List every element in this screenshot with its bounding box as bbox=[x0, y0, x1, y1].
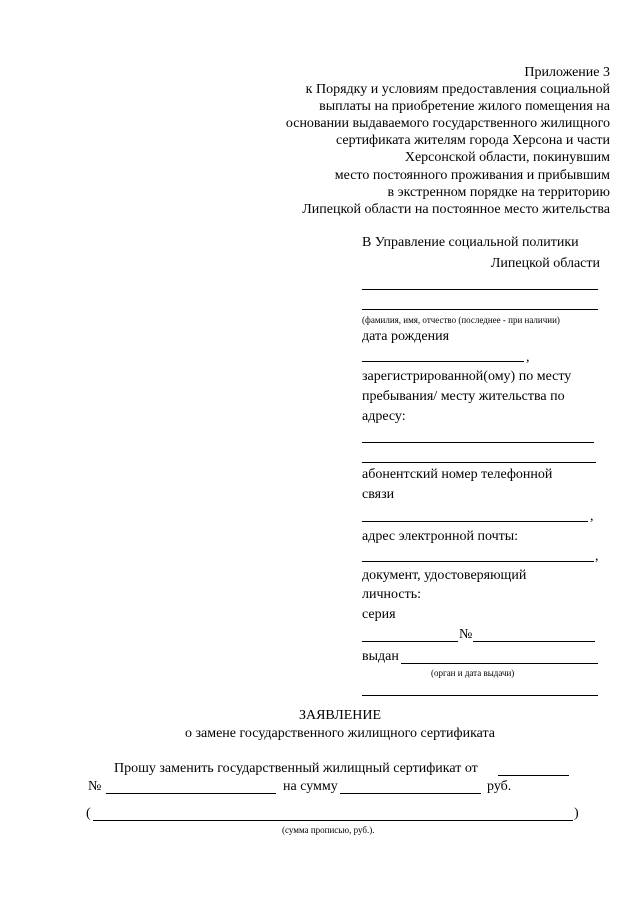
phone-comma: , bbox=[590, 509, 594, 524]
phone-label-2: связи bbox=[362, 487, 395, 502]
series-label: серия bbox=[362, 607, 396, 622]
annex-line: в экстренном порядке на территорию bbox=[387, 184, 610, 200]
annex-line: Липецкой области на постоянное место жительства bbox=[302, 201, 610, 217]
certificate-number-field[interactable] bbox=[106, 793, 276, 794]
currency-label: руб. bbox=[487, 779, 512, 794]
annex-line: выплаты на приобретение жилого помещения на bbox=[319, 99, 610, 115]
sum-words-field[interactable] bbox=[93, 820, 573, 821]
annex-line: Приложение 3 bbox=[524, 65, 610, 80]
issued-field[interactable] bbox=[401, 663, 598, 664]
sum-field[interactable] bbox=[340, 793, 481, 794]
statement-title: ЗАЯВЛЕНИЕ bbox=[298, 708, 382, 723]
fio-field-line-2[interactable] bbox=[362, 309, 598, 310]
statement-subtitle: о замене государственного жилищного сертификата bbox=[184, 726, 496, 741]
addressee-line-2: Липецкой области bbox=[490, 256, 600, 271]
fio-hint: (фамилия, имя, отчество (последнее - при наличии) bbox=[362, 315, 560, 325]
annex-line: Херсонской области, покинувшим bbox=[404, 150, 610, 166]
certificate-date-field[interactable] bbox=[498, 775, 569, 776]
id-doc-label-1: документ, удостоверяющий bbox=[362, 568, 527, 583]
id-doc-label-2: личность: bbox=[362, 587, 421, 602]
doc-number-sign: № bbox=[459, 627, 473, 642]
fio-field-line-1[interactable] bbox=[362, 289, 598, 290]
birth-date-comma: , bbox=[526, 350, 530, 365]
issued-field-line-2[interactable] bbox=[362, 695, 598, 696]
address-field-line-1[interactable] bbox=[362, 442, 594, 443]
annex-line: место постоянного проживания и прибывшим bbox=[334, 167, 610, 183]
phone-label-1: абонентский номер телефонной bbox=[362, 467, 553, 482]
sum-words-open-paren: ( bbox=[86, 806, 91, 821]
annex-line: к Порядку и условиям предоставления социальной bbox=[305, 82, 610, 98]
phone-field[interactable] bbox=[362, 521, 588, 522]
issued-hint: (орган и дата выдачи) bbox=[431, 668, 515, 678]
addressee-line-1: В Управление социальной политики bbox=[362, 235, 579, 250]
email-comma: , bbox=[595, 549, 599, 564]
statement-body-line: Прошу заменить государственный жилищный сертификат от bbox=[114, 761, 478, 776]
issued-label: выдан bbox=[362, 649, 399, 664]
annex-line: сертификата жителям города Херсона и части bbox=[336, 133, 610, 149]
certificate-number-sign: № bbox=[88, 779, 102, 794]
registration-label-2: пребывания/ месту жительства по bbox=[362, 389, 565, 404]
annex-header bbox=[286, 64, 610, 218]
doc-number-field[interactable] bbox=[473, 641, 595, 642]
registration-label-3: адресу: bbox=[362, 409, 406, 424]
birth-date-label: дата рождения bbox=[362, 329, 450, 344]
series-field[interactable] bbox=[362, 641, 458, 642]
email-field[interactable] bbox=[362, 561, 594, 562]
address-field-line-2[interactable] bbox=[362, 462, 596, 463]
birth-date-field[interactable] bbox=[362, 361, 524, 362]
registration-label-1: зарегистрированной(ому) по месту bbox=[362, 369, 572, 384]
sum-label: на сумму bbox=[283, 779, 338, 794]
sum-words-close-paren: ) bbox=[574, 806, 579, 821]
annex-line: основании выдаваемого государственного жилищного bbox=[285, 116, 610, 132]
email-label: адрес электронной почты: bbox=[362, 529, 519, 544]
sum-words-hint: (сумма прописью, руб.). bbox=[282, 825, 375, 835]
